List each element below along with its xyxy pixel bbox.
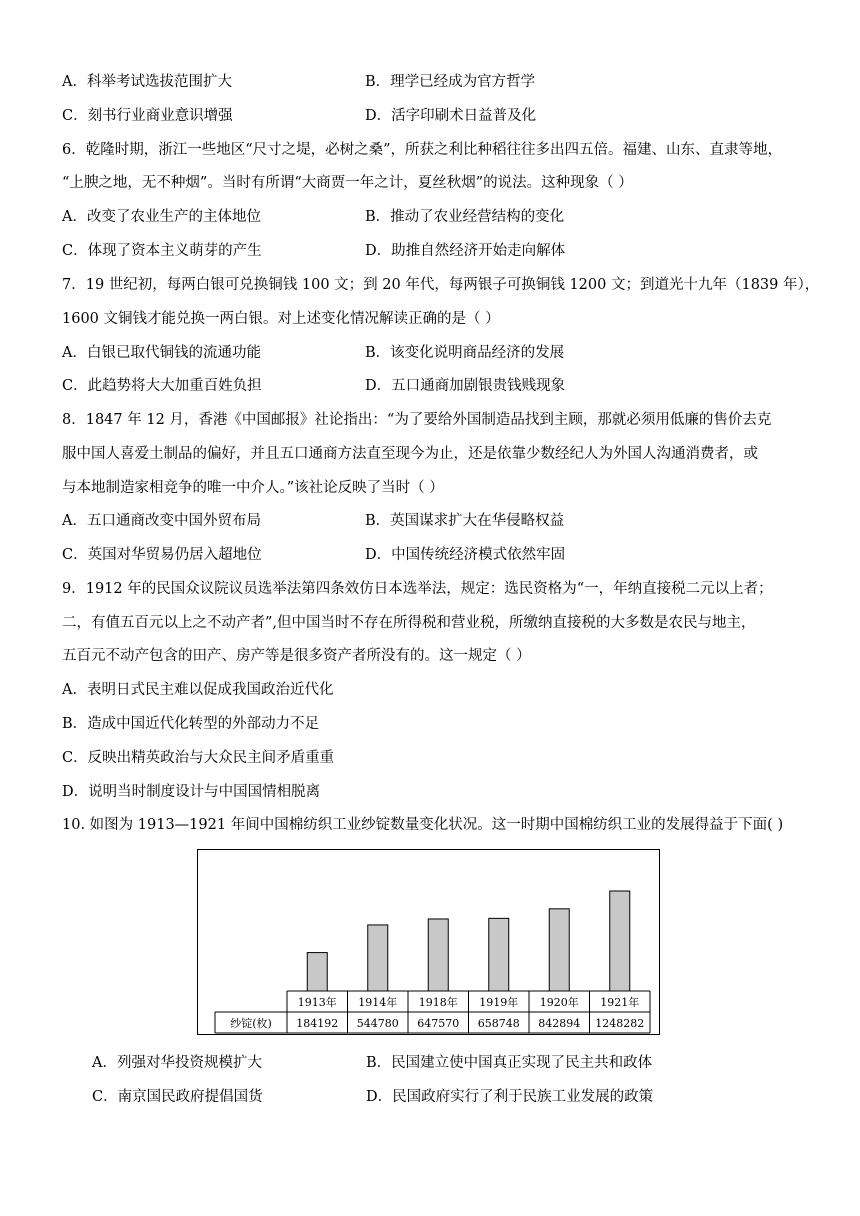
- value-label: 647570: [417, 1017, 460, 1030]
- category-label: 1918年: [418, 996, 458, 1009]
- q5-option-d: D．活字印刷术日益普及化: [365, 108, 537, 124]
- category-label: 1921年: [600, 996, 640, 1009]
- q6-option-c: C．体现了资本主义萌芽的产生: [62, 243, 262, 259]
- q5-option-c: C．刻书行业商业意识增强: [62, 108, 233, 124]
- q9-option-c: C．反映出精英政治与大众民主间矛盾重重: [62, 750, 335, 766]
- q7-stem-line-1: 7．19 世纪初，每两白银可兑换铜钱 100 文；到 20 年代，每两银子可换铜钱 1200 文；到道光十九年（1839 年），: [62, 277, 820, 293]
- chart-bar: [368, 925, 388, 991]
- chart-bar: [489, 918, 509, 991]
- q8-option-d: D．中国传统经济模式依然牢固: [365, 547, 566, 563]
- q5-option-b: B．理学已经成为官方哲学: [365, 74, 536, 90]
- q8-option-c: C．英国对华贸易仍居入超地位: [62, 547, 262, 563]
- value-label: 842894: [538, 1017, 581, 1030]
- spindle-chart: [197, 849, 660, 1035]
- chart-bar: [549, 909, 569, 991]
- q6-option-a: A．改变了农业生产的主体地位: [62, 209, 261, 225]
- category-label: 1919年: [479, 996, 519, 1009]
- q8-option-b: B．英国谋求扩大在华侵略权益: [365, 513, 565, 529]
- q9-stem-line-3: 五百元不动产包含的田产、房产等是很多资产者所没有的。这一规定（ ）: [62, 648, 531, 664]
- category-label: 1914年: [358, 996, 398, 1009]
- q7-stem-line-2: 1600 文铜钱才能兑换一两白银。对上述变化情况解读正确的是（ ）: [62, 311, 500, 327]
- q9-stem-line-1: 9．1912 年的民国众议院议员选举法第四条效仿日本选举法，规定：选民资格为“一，年纳直接税二元以上者；: [62, 581, 773, 597]
- q7-option-b: B．该变化说明商品经济的发展: [365, 345, 565, 361]
- q5-option-a: A．科举考试选拔范围扩大: [62, 74, 232, 90]
- value-label: 658748: [477, 1017, 520, 1030]
- chart-bar: [307, 953, 327, 991]
- q6-stem-line-2: “上腴之地，无不种烟”。当时有所谓“大商贾一年之计，夏丝秋烟”的说法。这种现象（ ）: [62, 175, 633, 191]
- value-label: 544780: [356, 1017, 399, 1030]
- q10-stem: 10. 如图为 1913—1921 年间中国棉纺织工业纱锭数量变化状况。这一时期中国棉纺织工业的发展得益于下面( ): [62, 817, 784, 833]
- table-row-label: 纱锭(枚): [230, 1017, 272, 1030]
- q9-option-a: A．表明日式民主难以促成我国政治近代化: [62, 682, 334, 698]
- q6-stem-line-1: 6．乾隆时期，浙江一些地区“尺寸之堤，必树之桑”，所获之利比种稻往往多出四五倍。福建、山东、直隶等地，: [62, 142, 783, 158]
- q8-stem-line-2: 服中国人喜爱土制品的偏好，并且五口通商方法直至现今为止，还是依靠少数经纪人为外国人沟通消费者，或: [62, 446, 758, 462]
- spindle-chart-svg: [198, 850, 661, 1036]
- chart-bar: [428, 919, 448, 991]
- q8-stem-line-1: 8．1847 年 12 月，香港《中国邮报》社论指出：“为了要给外国制造品找到主顾，那就必须用低廉的售价去克: [62, 412, 772, 428]
- q8-option-a: A．五口通商改变中国外贸布局: [62, 513, 261, 529]
- category-label: 1920年: [539, 996, 579, 1009]
- q10-option-b: B．民国建立使中国真正实现了民主共和政体: [366, 1055, 653, 1071]
- value-label: 184192: [296, 1017, 339, 1030]
- q7-option-a: A．白银已取代铜钱的流通功能: [62, 345, 261, 361]
- q7-option-c: C．此趋势将大大加重百姓负担: [62, 378, 262, 394]
- category-label: 1913年: [297, 996, 337, 1009]
- q8-stem-line-3: 与本地制造家相竞争的唯一中介人。”该社论反映了当时（ ）: [62, 480, 444, 496]
- q10-option-a: A．列强对华投资规模扩大: [92, 1055, 262, 1071]
- q9-option-b: B．造成中国近代化转型的外部动力不足: [62, 716, 320, 732]
- q10-option-d: D．民国政府实行了利于民族工业发展的政策: [366, 1089, 654, 1105]
- q9-option-d: D．说明当时制度设计与中国国情相脱离: [62, 784, 321, 800]
- q7-option-d: D．五口通商加剧银贵钱贱现象: [365, 378, 566, 394]
- value-label: 1248282: [595, 1017, 645, 1030]
- chart-bar: [610, 891, 630, 991]
- q6-option-d: D．助推自然经济开始走向解体: [365, 243, 566, 259]
- q10-option-c: C．南京国民政府提倡国货: [92, 1089, 263, 1105]
- q6-option-b: B．推动了农业经营结构的变化: [365, 209, 565, 225]
- q9-stem-line-2: 二，有值五百元以上之不动产者”,但中国当时不存在所得税和营业税，所缴纳直接税的大多数是农民与地主，: [62, 615, 756, 631]
